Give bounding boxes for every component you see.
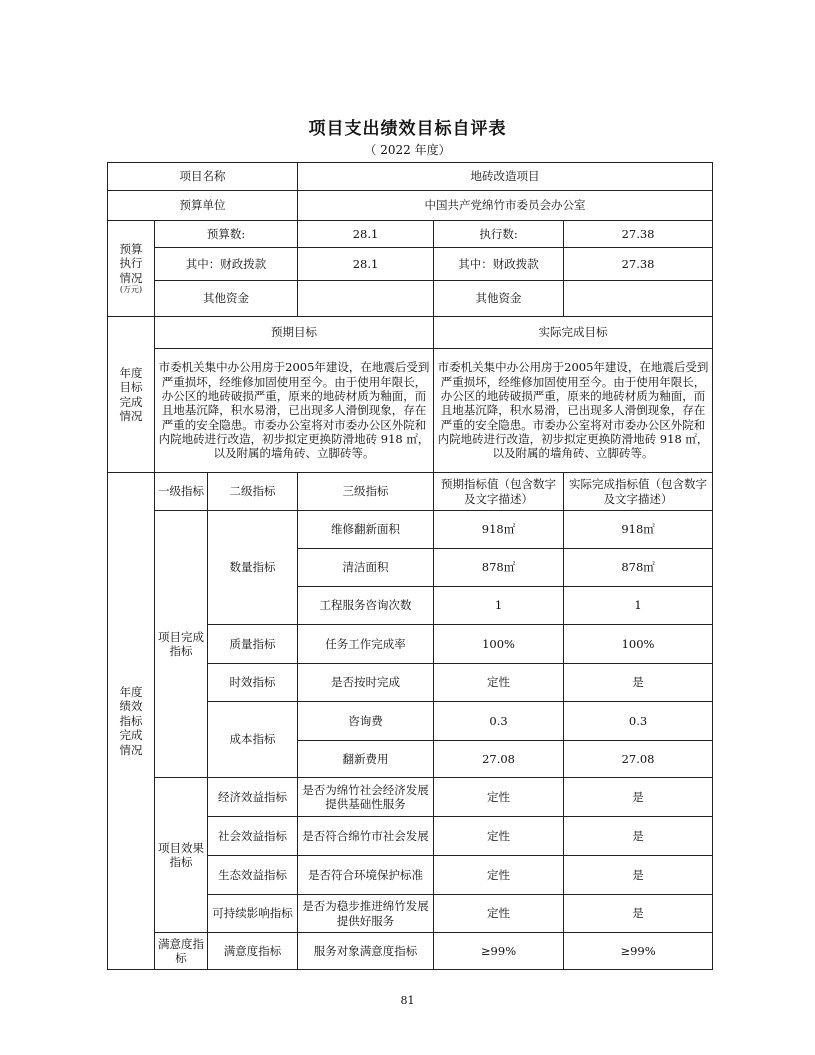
indicator-expected: 1 [434,587,564,625]
indicator-expected: 定性 [434,856,564,895]
indicator-actual: 0.3 [564,702,713,741]
indicator-name: 是否按时完成 [298,664,434,702]
expected-goal-header: 预期目标 [155,317,434,349]
indicator-name: 咨询费 [298,702,434,741]
indicator-expected: 878㎡ [434,549,564,587]
exec-value: 27.38 [564,221,713,248]
page-number: 81 [400,994,415,1007]
indicator-name: 任务工作完成率 [298,625,434,664]
project-name-row [108,163,713,191]
indicator-actual: 是 [564,778,713,817]
indicators-header-row [108,473,713,511]
table-row [108,511,713,549]
page-subtitle: （ 2022 年度） [364,143,451,157]
goals-section-line: 情况 [119,408,143,423]
budget-section-unit: (万元) [119,285,143,295]
project-name-label: 项目名称 [108,163,298,191]
indicator-actual: 100% [564,625,713,664]
budget-section-line: 执行 [119,256,143,271]
goals-section-label [108,317,155,473]
level2-header: 二级指标 [208,473,298,511]
budget-unit-label: 预算单位 [108,191,298,221]
budget-section-label [108,221,155,317]
indicators-section-label [108,473,155,970]
indicators-section-line: 年度 [119,685,143,700]
indicator-actual: 27.08 [564,741,713,778]
quantity-indicator-label: 数量指标 [208,511,298,625]
satisfaction-level1-label: 满意度指标 [155,933,208,970]
indicator-name: 清洁面积 [298,549,434,587]
indicator-actual: 878㎡ [564,549,713,587]
fiscal-budget-value: 28.1 [298,248,434,281]
actual-value-header: 实际完成指标值（包含数字及文字描述） [564,473,713,511]
budget-section-line: 预算 [119,241,143,256]
time-indicator-label: 时效指标 [208,664,298,702]
indicator-name: 是否为稳步推进绵竹发展提供好服务 [298,895,434,933]
goals-text-row [108,349,713,473]
budget-row [108,221,713,248]
indicator-expected: 定性 [434,778,564,817]
fiscal-row [108,248,713,281]
other-funds-exec-label: 其他资金 [434,281,564,317]
indicator-actual: 是 [564,856,713,895]
social-indicator-label: 社会效益指标 [208,817,298,856]
indicators-section-line: 情况 [119,742,143,757]
indicator-actual: 是 [564,895,713,933]
satisfaction-level2-label: 满意度指标 [208,933,298,970]
other-funds-label: 其他资金 [155,281,298,317]
other-funds-exec-value [564,281,713,317]
project-name-value: 地砖改造项目 [298,163,713,191]
quality-indicator-label: 质量指标 [208,625,298,664]
table-row [108,933,713,970]
actual-goal-header: 实际完成目标 [434,317,713,349]
indicator-expected: 0.3 [434,702,564,741]
indicator-name: 工程服务咨询次数 [298,587,434,625]
indicator-actual: 1 [564,587,713,625]
indicator-expected: 定性 [434,817,564,856]
budget-section-line: 情况 [119,270,143,285]
budget-value: 28.1 [298,221,434,248]
table-row [108,778,713,817]
indicators-section-line: 绩效 [119,699,143,714]
indicator-expected: 定性 [434,664,564,702]
indicators-section-line: 完成 [119,728,143,743]
goals-section-line: 年度 [119,365,143,380]
performance-table [107,162,713,970]
level3-header: 三级指标 [298,473,434,511]
cost-indicator-label: 成本指标 [208,702,298,778]
page-title: 项目支出绩效目标自评表 [308,119,507,139]
indicator-actual: ≥99% [564,933,713,970]
sustain-indicator-label: 可持续影响指标 [208,895,298,933]
indicator-actual: 是 [564,664,713,702]
fiscal-exec-label: 其中：财政拨款 [434,248,564,281]
level1-header: 一级指标 [155,473,208,511]
budget-unit-value: 中国共产党绵竹市委员会办公室 [298,191,713,221]
budget-label: 预算数: [155,221,298,248]
indicator-actual: 918㎡ [564,511,713,549]
expected-value-header: 预期指标值（包含数字及文字描述） [434,473,564,511]
indicator-name: 是否符合绵竹市社会发展 [298,817,434,856]
indicator-expected: 定性 [434,895,564,933]
indicator-name: 是否为绵竹社会经济发展提供基础性服务 [298,778,434,817]
other-funds-budget-value [298,281,434,317]
other-funds-row [108,281,713,317]
indicator-name: 维修翻新面积 [298,511,434,549]
indicator-expected: 918㎡ [434,511,564,549]
completion-indicator-label: 项目完成指标 [155,511,208,778]
indicator-expected: 100% [434,625,564,664]
econ-indicator-label: 经济效益指标 [208,778,298,817]
budget-unit-row [108,191,713,221]
expected-goal-text: 市委机关集中办公用房于2005年建设，在地震后受到严重损坏，经维修加固使用至今。由于使用年限长，办公区的地砖破损严重，原来的地砖材质为釉面，而且地基沉降，积水易滑，已出现多人滑倒现象，存在严重的安全隐患。市委办公室将对市委办公区外院和内院地砖进行改造，初步拟定更换防滑地砖 918 ㎡，以及附属的墙角砖、立脚砖等。 [155,349,434,473]
eco-indicator-label: 生态效益指标 [208,856,298,895]
indicators-section-line: 指标 [119,713,143,728]
indicator-name: 翻新费用 [298,741,434,778]
fiscal-label: 其中：财政拨款 [155,248,298,281]
goals-header-row [108,317,713,349]
fiscal-exec-value: 27.38 [564,248,713,281]
effect-indicator-label: 项目效果指标 [155,778,208,933]
indicator-expected: ≥99% [434,933,564,970]
goals-section-line: 完成 [119,394,143,409]
goals-section-line: 目标 [119,380,143,395]
actual-goal-text: 市委机关集中办公用房于2005年建设，在地震后受到严重损坏，经维修加固使用至今。由于使用年限长，办公区的地砖破损严重，原来的地砖材质为釉面，而且地基沉降，积水易滑，已出现多人滑倒现象，存在严重的安全隐患。市委办公室将对市委办公区外院和内院地砖进行改造，初步拟定更换防滑地砖 918 ㎡，以及附属的墙角砖、立脚砖等。 [434,349,713,473]
indicator-name: 服务对象满意度指标 [298,933,434,970]
indicator-actual: 是 [564,817,713,856]
exec-label: 执行数: [434,221,564,248]
indicator-name: 是否符合环境保护标准 [298,856,434,895]
indicator-expected: 27.08 [434,741,564,778]
